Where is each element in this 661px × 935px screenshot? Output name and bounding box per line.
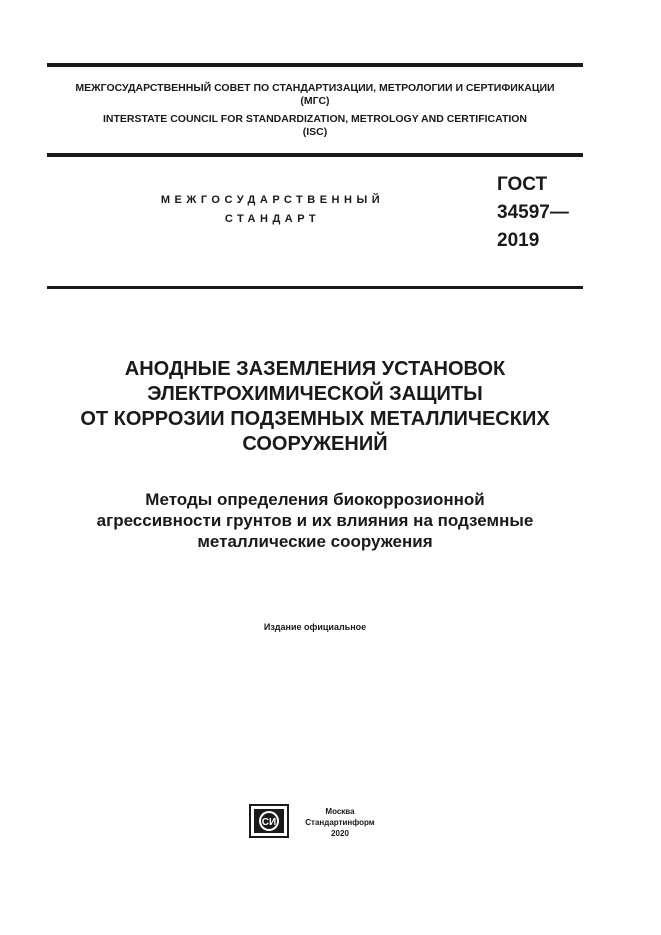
top-rule	[47, 63, 583, 67]
subtitle-line: агрессивности грунтов и их влияния на подземные	[96, 511, 534, 530]
council-ru	[47, 82, 583, 108]
title-line: АНОДНЫЕ ЗАЗЕМЛЕНИЯ УСТАНОВОК	[124, 358, 506, 380]
standard-kind-line-2: СТАНДАРТ	[224, 213, 321, 225]
council-en-name: INTERSTATE COUNCIL FOR STANDARDIZATION, METROLOGY AND CERTIFICATION	[102, 113, 528, 125]
publisher-year: 2020	[331, 829, 349, 838]
council-ru-abbr: (МГС)	[300, 95, 330, 107]
gost-code-year: 2019	[497, 230, 540, 251]
subtitle-line: металлические сооружения	[197, 532, 433, 551]
title-line: СООРУЖЕНИЙ	[242, 433, 388, 455]
gost-code	[497, 171, 569, 255]
council-en-abbr: (ISC)	[302, 126, 328, 138]
document-subtitle	[40, 489, 590, 552]
standard-kind	[120, 191, 425, 229]
title-line: ОТ КОРРОЗИИ ПОДЗЕМНЫХ МЕТАЛЛИЧЕСКИХ	[80, 408, 550, 430]
document-title	[40, 357, 590, 457]
publisher-info	[292, 806, 388, 839]
publisher-city: Москва	[325, 807, 355, 816]
publisher-name: Стандартинформ	[305, 818, 375, 827]
standartinform-logo-icon	[249, 804, 289, 838]
gost-code-prefix: ГОСТ	[497, 174, 548, 195]
subtitle-line: Методы определения биокоррозионной	[145, 490, 485, 509]
title-line: ЭЛЕКТРОХИМИЧЕСКОЙ ЗАЩИТЫ	[147, 383, 483, 405]
standard-kind-line-1: МЕЖГОСУДАРСТВЕННЫЙ	[160, 194, 385, 206]
edition-note: Издание официальное	[263, 622, 367, 632]
bottom-rule	[47, 286, 583, 289]
gost-code-number: 34597—	[497, 202, 569, 223]
council-en	[47, 113, 583, 139]
middle-rule	[47, 153, 583, 157]
logo-text: СИ	[261, 817, 277, 828]
council-ru-name: МЕЖГОСУДАРСТВЕННЫЙ СОВЕТ ПО СТАНДАРТИЗАЦИИ, МЕТРОЛОГИИ И СЕРТИФИКАЦИИ	[75, 82, 555, 94]
